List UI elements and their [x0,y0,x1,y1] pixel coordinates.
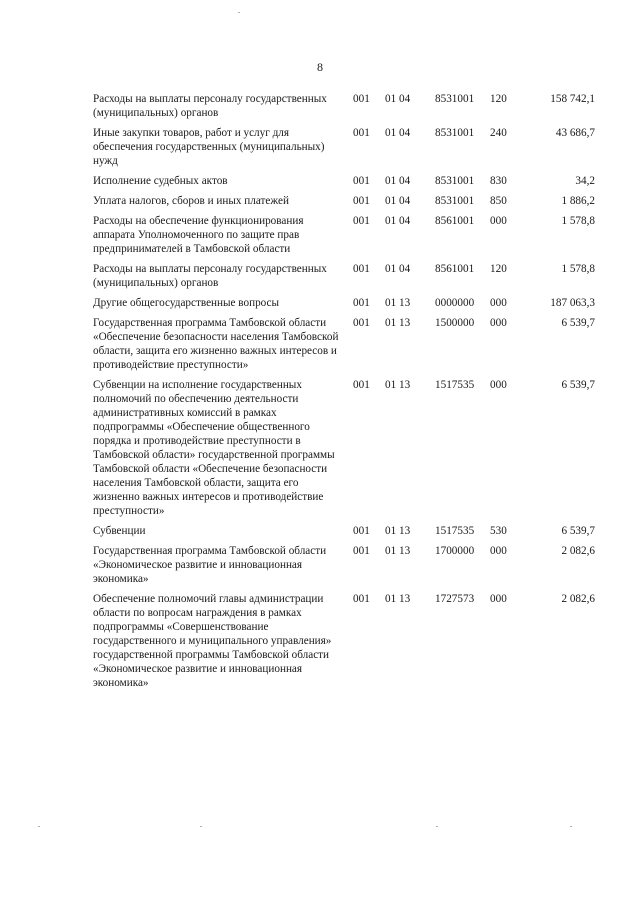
table-row [93,262,595,296]
table-row [93,544,595,592]
table-row [93,92,595,126]
row-sum: 1 578,8 [561,215,595,227]
budget-table-body [93,92,595,690]
row-name: Расходы на обеспечение функционирования аппарата Уполномоченного по защите прав предпринимателей в Тамбовской области [93,215,304,255]
table-row [93,592,595,690]
row-admin-code: 001 [353,545,370,557]
table-row [93,174,595,194]
row-name: Другие общегосударственные вопросы [93,297,280,309]
table-row [93,194,595,214]
row-sum: 43 686,7 [555,127,595,139]
row-section-code: 01 04 [385,93,411,105]
budget-table [93,92,595,690]
row-section-code: 01 13 [385,545,411,557]
row-section-code: 01 04 [385,263,411,275]
row-admin-code: 001 [353,215,370,227]
row-admin-code: 001 [353,263,370,275]
row-sum: 34,2 [575,175,595,187]
row-section-code: 01 04 [385,127,411,139]
row-name: Исполнение судебных актов [93,175,228,187]
row-section-code: 01 04 [385,195,411,207]
row-admin-code: 001 [353,175,370,187]
row-sum: 187 063,3 [550,297,595,309]
row-article-code: 0000000 [435,297,475,309]
row-article-code: 8531001 [435,175,475,187]
row-sum: 1 578,8 [561,263,595,275]
row-name: Иные закупки товаров, работ и услуг для обеспечения государственных (муниципальных) нужд [93,127,325,167]
row-expense-type: 120 [490,263,507,275]
row-article-code: 1727573 [435,593,475,605]
row-admin-code: 001 [353,379,370,391]
row-name: Государственная программа Тамбовской области «Экономическое развитие и инновационная экономика» [93,545,327,585]
row-section-code: 01 13 [385,379,411,391]
row-name: Субвенции на исполнение государственных полномочий по обеспечению деятельности административных комиссий в рамках подпрограммы «Обеспечение общественного порядка и противодействие преступности в Тамбовской области» государственной программы Тамбовской области «Обеспечение безопасности населения Тамбовской области, защита его жизненно важных интересов и противодействие преступности» [93,379,335,517]
row-name: Уплата налогов, сборов и иных платежей [93,195,289,207]
row-admin-code: 001 [353,127,370,139]
row-name: Субвенции [93,525,146,537]
row-expense-type: 530 [490,525,507,537]
row-admin-code: 001 [353,297,370,309]
row-name: Государственная программа Тамбовской области «Обеспечение безопасности населения Тамбовской области, защита его жизненно важных интересов и противодействие преступности» [93,317,339,371]
row-expense-type: 120 [490,93,507,105]
row-expense-type: 830 [490,175,507,187]
scan-speck [38,826,40,827]
row-admin-code: 001 [353,593,370,605]
row-section-code: 01 13 [385,317,411,329]
row-article-code: 1700000 [435,545,475,557]
scan-speck [238,12,240,13]
row-article-code: 8531001 [435,93,475,105]
row-section-code: 01 13 [385,525,411,537]
row-expense-type: 850 [490,195,507,207]
row-article-code: 8561001 [435,215,475,227]
row-article-code: 8531001 [435,127,475,139]
row-sum: 158 742,1 [550,93,595,105]
row-sum: 6 539,7 [561,379,595,391]
scan-speck [200,826,202,827]
row-expense-type: 000 [490,593,507,605]
scan-speck [570,826,572,827]
row-sum: 6 539,7 [561,525,595,537]
row-expense-type: 000 [490,545,507,557]
row-name: Обеспечение полномочий главы администрации области по вопросам награждения в рамках подпрограммы «Совершенствование государственного и муниципального управления» государственной программы Тамбовской области «Экономическое развитие и инновационная экономика» [93,593,332,689]
row-section-code: 01 13 [385,593,411,605]
row-expense-type: 240 [490,127,507,139]
row-expense-type: 000 [490,215,507,227]
row-admin-code: 001 [353,525,370,537]
row-admin-code: 001 [353,195,370,207]
row-sum: 6 539,7 [561,317,595,329]
row-admin-code: 001 [353,317,370,329]
scan-speck [436,826,438,827]
row-section-code: 01 13 [385,297,411,309]
table-row [93,524,595,544]
table-row [93,214,595,262]
table-row [93,126,595,174]
row-name: Расходы на выплаты персоналу государственных (муниципальных) органов [93,263,327,289]
row-article-code: 1517535 [435,525,475,537]
row-section-code: 01 04 [385,175,411,187]
row-sum: 1 886,2 [561,195,595,207]
row-article-code: 8531001 [435,195,475,207]
row-expense-type: 000 [490,297,507,309]
table-row [93,378,595,524]
table-row [93,296,595,316]
row-section-code: 01 04 [385,215,411,227]
row-article-code: 8561001 [435,263,475,275]
row-article-code: 1517535 [435,379,475,391]
row-expense-type: 000 [490,317,507,329]
row-sum: 2 082,6 [561,545,595,557]
row-article-code: 1500000 [435,317,475,329]
row-sum: 2 082,6 [561,593,595,605]
row-expense-type: 000 [490,379,507,391]
page-number: 8 [317,60,323,74]
row-admin-code: 001 [353,93,370,105]
row-name: Расходы на выплаты персоналу государственных (муниципальных) органов [93,93,327,119]
table-row [93,316,595,378]
